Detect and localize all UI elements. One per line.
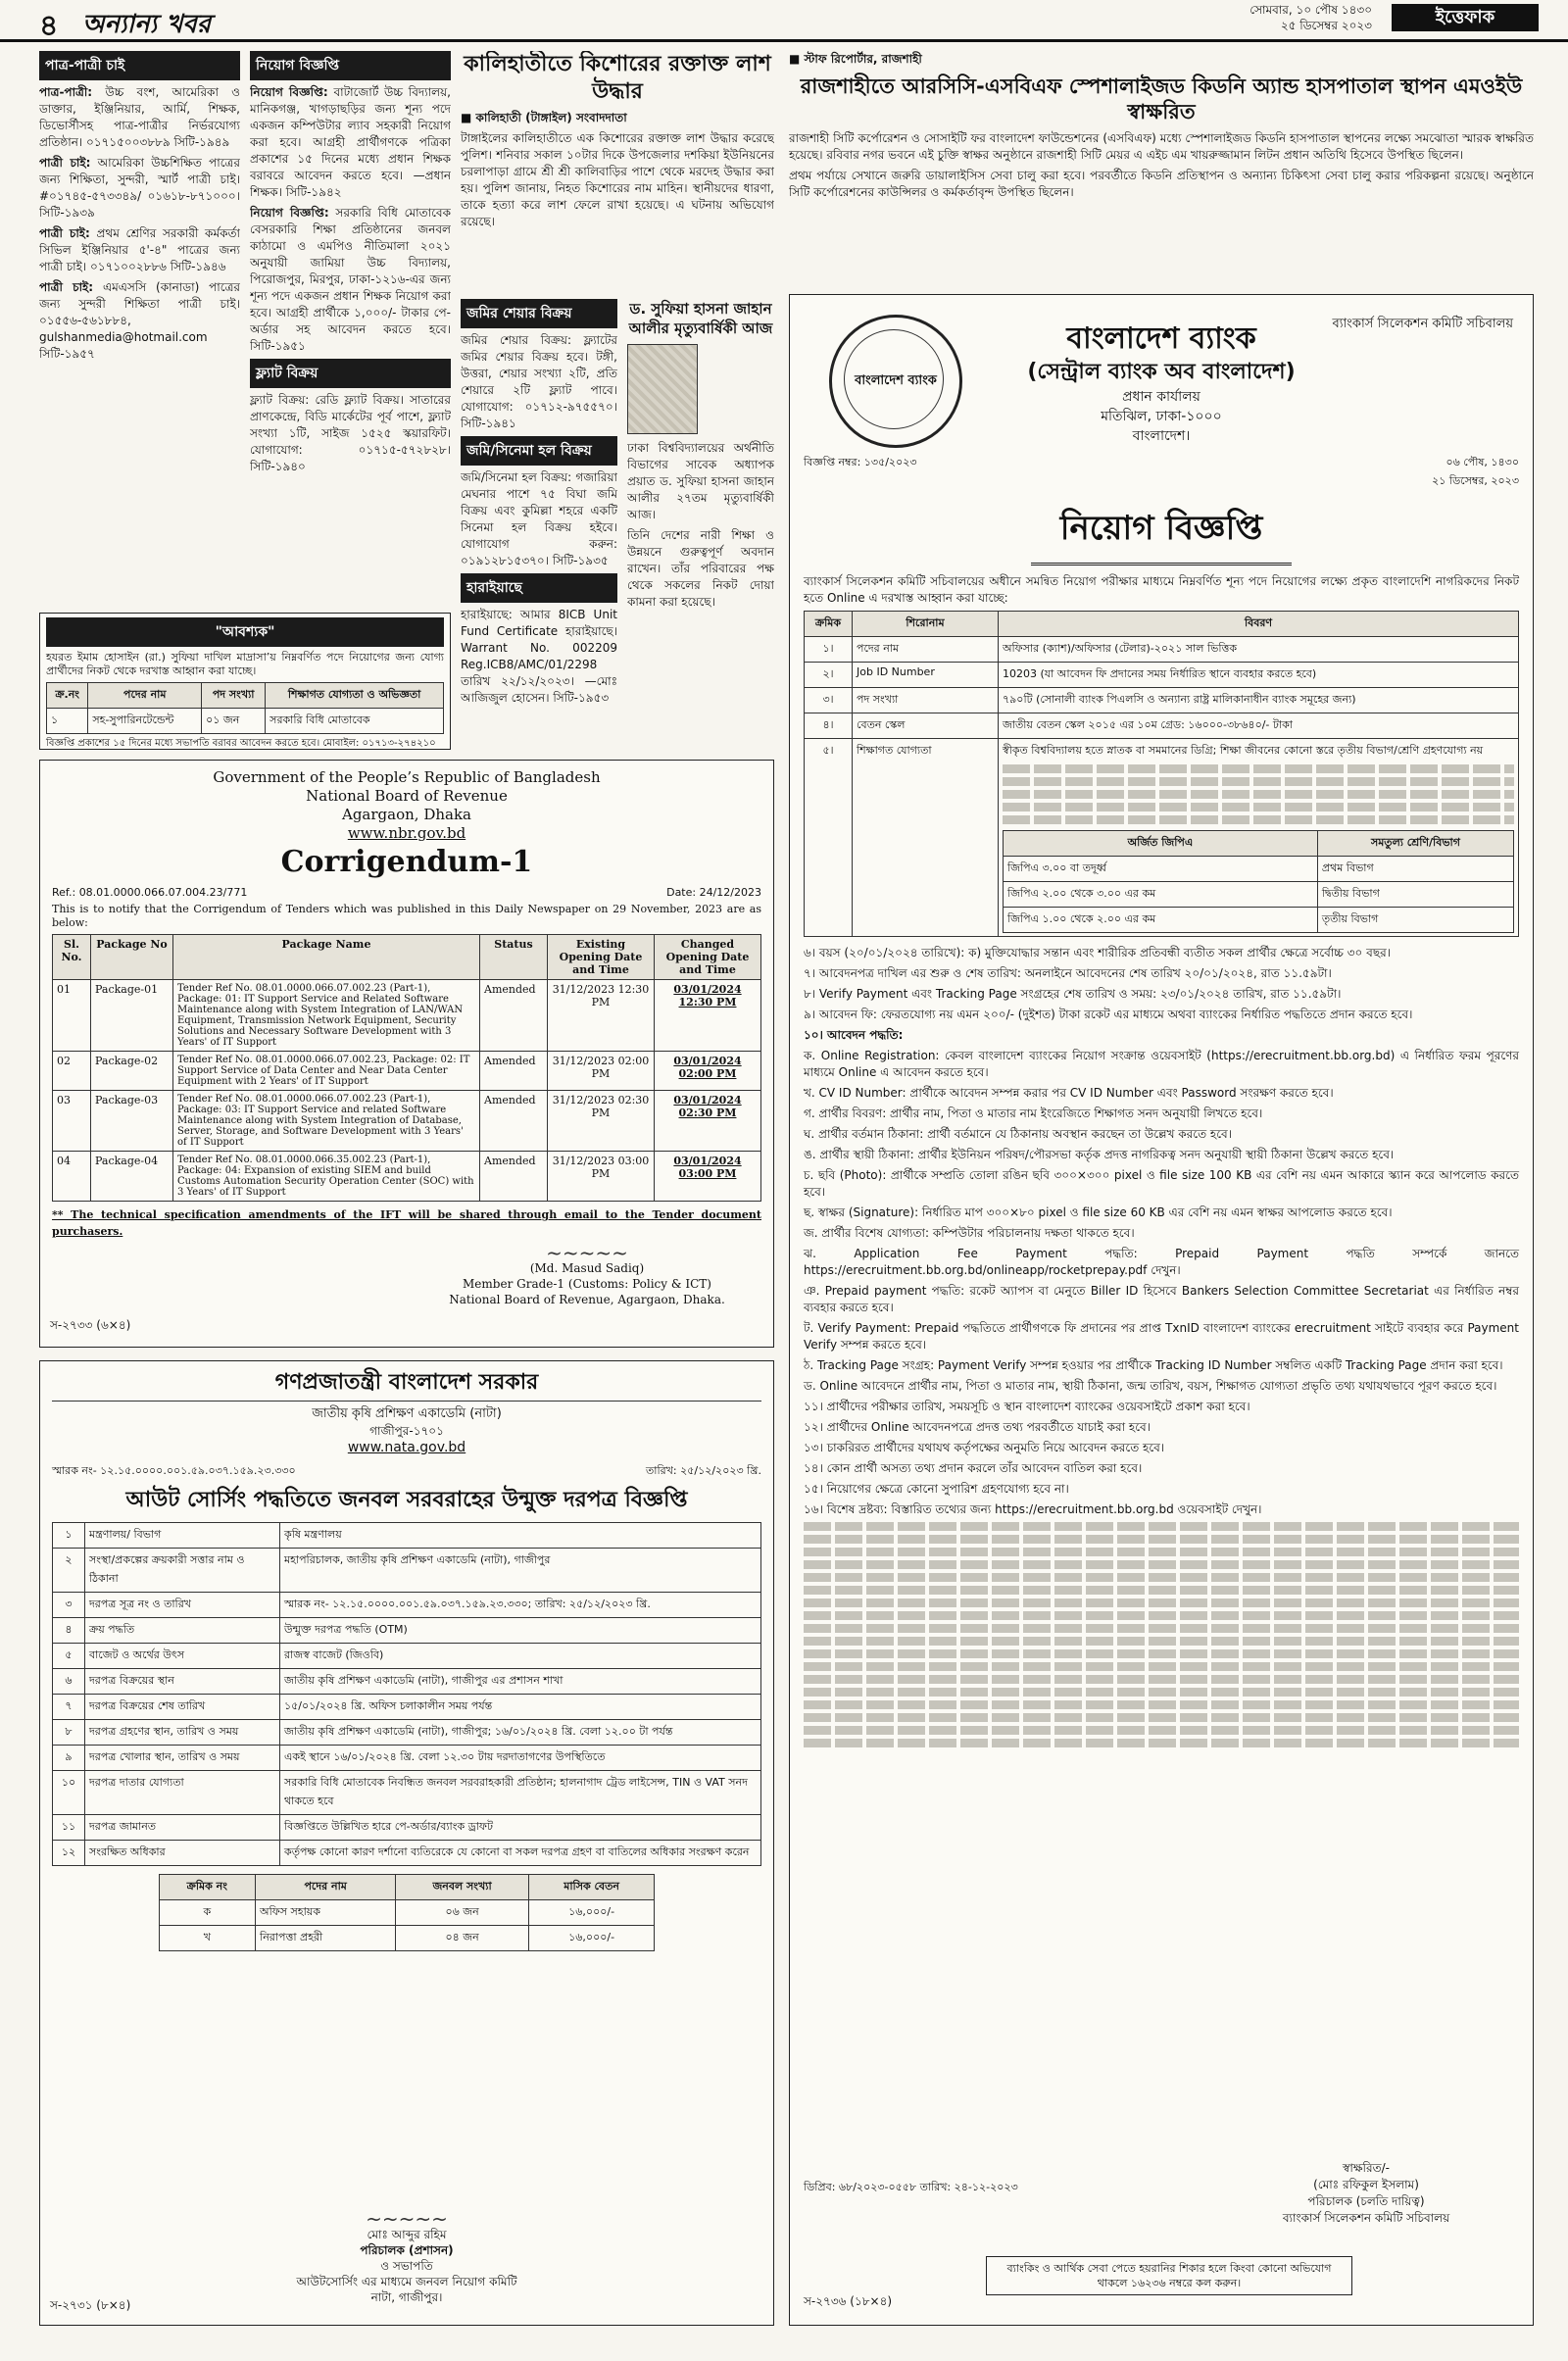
bb-subtitle: (সেন্ট্রাল ব্যাংক অব বাংলাদেশ) xyxy=(1027,360,1296,384)
nata-date: তারিখ: ২৫/১২/২০২৩ খ্রি. xyxy=(646,1464,761,1477)
rajshahi-body-2: প্রথম পর্যায়ে সেখানে জরুরি ডায়ালাইসিস সেবা চালু করা হবে। পরবর্তীতে কিডনি প্রতিস্থাপন ও অন্যান্য চিকিৎসা সেবা চালু করার পরিকল্পনা রয়েছে। অনুষ্ঠানে সিটি কর্পোরেশনের কাউন্সিলর ও কর্মকর্তাবৃন্দ উপস্থিত ছিলেন। xyxy=(789,169,1534,199)
table-row: খ নিরাপত্তা প্রহরী ০৪ জন ১৬,০০০/- xyxy=(159,1926,655,1951)
list-item: ট. Verify Payment: Prepaid পদ্ধতিতে প্রার্থীগণকে ফি প্রদানের পর প্রাপ্ত TxnID বাংলাদেশ ব্যাংকের erecruitment সাইটে ব্যবহার করে Payment Verify সম্পন্ন করতে হবে। xyxy=(804,1321,1519,1352)
classified-item: জমির শেয়ার বিক্রয়: ফ্ল্যাটের জমির শেয়ার বিক্রয় হবে। টঙ্গী, উত্তরা, শেয়ার সংখ্যা ২টি, প্রতি শেয়ারে ২টি ফ্ল্যাট পাবে। যোগাযোগ: ০১৭১২-৯৭৫৫৭০। সিটি-১৯৪১ xyxy=(461,333,617,430)
table-row: 03 Package-03 Tender Ref No. 08.01.0000.066.07.002.23 (Part-1), Package: 03: IT Support Service and related Software Maintenance along with System Integration of Database, Server, Storage, and Software Development with 3 Years' of IT Support Amended 31/12/2023 02:30 PM 03/01/2024 02:30 PM xyxy=(53,1091,761,1152)
classified-item: পাত্রী চাই: আমেরিকা উচ্চশিক্ষিত পাত্রের জন্য শিক্ষিতা, সুন্দরী, স্মার্ট পাত্রী চাই। #০১৭৪৫-৫৭৩৩৪৯/ ০১৬১৮-৮৭১০০০। সিটি-১৯৩৯ xyxy=(39,156,240,220)
nata-sign-title-1: পরিচালক (প্রশাসন) xyxy=(360,2243,454,2257)
rajshahi-headline: রাজশাহীতে আরসিসি-এসবিএফ স্পেশালাইজড কিডনি অ্যান্ড হাসপাতাল স্থাপন এমওইউ স্বাক্ষরিত xyxy=(800,74,1523,123)
nata-place: গাজীপুর-১৭০১ xyxy=(369,1424,444,1438)
nbr-address: Agargaon, Dhaka xyxy=(342,806,471,823)
nata-table xyxy=(52,1522,761,1866)
recruitment-column xyxy=(250,51,451,649)
property-column xyxy=(461,299,617,745)
table-row: জিপিএ ৩.০০ বা তদূর্ধ্ব প্রথম বিভাগ xyxy=(1004,857,1514,882)
list-item: ১২। প্রার্থীদের Online আবেদনপত্রে প্রদত্ত তথ্য পরবর্তীতে যাচাই করা হবে। xyxy=(804,1420,1151,1434)
bangladesh-bank-notice xyxy=(789,294,1534,2326)
recruitment-heading: নিয়োগ বিজ্ঞপ্তি xyxy=(250,51,451,80)
list-item: ঘ. প্রার্থীর বর্তমান ঠিকানা: প্রার্থী বর্তমানে যে ঠিকানায় অবস্থান করছেন তা উল্লেখ করতে হবে। xyxy=(804,1127,1233,1141)
paper-logo: ইত্তেফাক xyxy=(1392,4,1539,31)
list-item: জ. প্রার্থীর বিশেষ যোগ্যতা: কম্পিউটার পরিচালনায় দক্ষতা থাকতে হবে। xyxy=(804,1226,1135,1240)
nbr-intro: This is to notify that the Corrigendum of Tenders which was published in this Daily Newspaper on 29 November, 2023 are as below: xyxy=(52,903,761,929)
list-item: ক. Online Registration: কেবল বাংলাদেশ ব্যাংকের নিয়োগ সংক্রান্ত ওয়েবসাইট (https://erecruitment.bb.org.bd) এ নির্ধারিত ফরম পূরণের মাধ্যমে Online এ আবেদন করতে হবে। xyxy=(804,1049,1519,1079)
classified-item: হারাইয়াছে: আমার 8ICB Unit Fund Certificate হারাইয়াছে। Warrant No. 002209 Reg.ICB8/AMC/01/2298 তারিখ ২২/১২/২০২৩। —মোঃ আজিজুল হোসেন। সিটি-১৯৫৩ xyxy=(461,608,617,705)
classified-item: পাত্রী চাই: প্রথম শ্রেণির সরকারী কর্মকর্তা সিভিল ইঞ্জিনিয়ার ৫'-৪" পাত্রের জন্য পাত্রী চাই। ০১৭১০০২৮৮৬ সিটি-১৯৪৬ xyxy=(39,226,240,273)
list-item: ১০। আবেদন পদ্ধতি: xyxy=(804,1028,904,1042)
table-row: জিপিএ ২.০০ থেকে ৩.০০ এর কম দ্বিতীয় বিভাগ xyxy=(1004,882,1514,908)
table-row: ১২ সংরক্ষিত অধিকার কর্তৃপক্ষ কোনো কারণ দর্শানো ব্যতিরেকে যে কোনো বা সকল দরপত্র গ্রহণ বা বাতিলের অধিকার সংরক্ষণ করেন xyxy=(53,1841,761,1866)
table-row: 02 Package-02 Tender Ref No. 08.01.0000.066.07.002.23, Package: 02: IT Support Service of Data Center and Near Data Center Equipment with 2 Years' of IT Support Amended 31/12/2023 02:00 PM 03/01/2024 02:00 PM xyxy=(53,1052,761,1091)
table-row: ১ মন্ত্রণালয়/ বিভাগ কৃষি মন্ত্রণালয় xyxy=(53,1523,761,1549)
table-row: ৩ দরপত্র সূত্র নং ও তারিখ স্মারক নং- ১২.১৫.০০০০.০০১.৫৯.০৩৭.১৫৯.২৩.৩৩০; তারিখ: ২৫/১২/২০২৩ খ্রি. xyxy=(53,1593,761,1618)
bb-table: ক্রমিক শিরোনাম বিবরণ ১। পদের নাম অফিসার (ক্যাশ)/অফিসার (টেলার)-২০২১ সাল ভিত্তিক ২। Job ID Number 10203 (যা আবেদন ফি প্রদানের সময় নির্ধারিত স্থানে ব্যবহার করতে হবে) ৩। পদ সংখ্যা ৭৯০টি (সোনালী ব্যাংক পিএলসি ও অন্যান্য রাষ্ট্র মালিকানাধীন ব্যাংক সমূহের জন্য) ৪। বেতন স্কেল জাতীয় বেতন স্কেল ২০১৫ এর ১০ম গ্রেড: ১৬০০০-৩৮৬৪০/- টাকা ৫। শিক্ষাগত যোগ্যতা স্বীকৃত বিশ্ববিদ্যালয় হতে স্নাতক বা সমমানের ডিগ্রি; শিক্ষা জীবনের কোনো স্তরে তৃতীয় বিভাগ/শ্রেণি গ্রহণযোগ্য নয় অর্জিত জিপিএ সমতুল্য শ্রেণি/বিভাগ জিপিএ ৩.০০ বা তদূর্ধ্ব প্রথম বিভাগ জিপিএ ২.০০ থেকে ৩.০০ এর কম দ্বিতীয় বিভাগ জিপিএ ১.০০ থেকে ২.০০ এর কম তৃতীয় বিভাগ xyxy=(804,611,1519,937)
nbr-signature-block xyxy=(440,1241,734,1307)
urgent-table: ক্র.নং পদের নাম পদ সংখ্যা শিক্ষাগত যোগ্যতা ও অভিজ্ঞতা ১ সহ-সুপারিনটেন্ডেন্ট ০১ জন সরকারি বিধি মোতাবেক xyxy=(46,682,444,734)
matrimony-heading: পাত্র-পাত্রী চাই xyxy=(39,51,240,80)
date-english: ২৫ ডিসেম্বর ২০২৩ xyxy=(1280,19,1372,32)
nata-website: www.nata.gov.bd xyxy=(347,1440,466,1455)
list-item: ড. Online আবেদনে প্রার্থীর নাম, পিতা ও মাতার নাম, স্থায়ী ঠিকানা, জন্ম তারিখ, বয়স, শিক্ষাগত যোগ্যতা প্রভৃতি তথ্য যথাযথভাবে পূরণ করতে হবে। xyxy=(804,1379,1497,1393)
kishore-body: টাঙ্গাইলের কালিহাতীতে এক কিশোরের রক্তাক্ত লাশ উদ্ধার করেছে পুলিশ। শনিবার সকাল ১০টার দিকে উপজেলার দশকিয়া ইউনিয়নের চরলাপাড়া গ্রামে শ্রী শ্রী কালিবাড়ির পাশে থেকে মরদেহ উদ্ধার করা হয়। পুলিশ জানায়, নিহত কিশোরের নাম মাহিন। স্থানীয়দের ধারণা, তাকে হত্যা করে লাশ ফেলে রাখা হয়েছে। এ ঘটনায় অভিযোগ রয়েছে। xyxy=(461,131,774,228)
signature-mark: ~~~~~ xyxy=(546,1241,628,1264)
list-item: গ. প্রার্থীর বিবরণ: প্রার্থীর নাম, পিতা ও মাতার নাম ইংরেজিতে শিক্ষাগত সনদ অনুযায়ী লিখতে হবে। xyxy=(804,1107,1263,1120)
table-row: 04 Package-04 Tender Ref No. 08.01.0000.066.35.002.23 (Part-1), Package: 04: Expansion of existing SIEM and build Customs Automation Security Operation Center (SOC) with 3 Years' of IT Support Amended 31/12/2023 03:00 PM 03/01/2024 03:00 PM xyxy=(53,1152,761,1202)
classified-item: পাত্রী চাই: এমএসসি (কানাডা) পাত্রের জন্য সুন্দরী শিক্ষিতা পাত্রী চাই। ০১৫৫৬-৫৬১৮৮৪, gulshanmedia@hotmail.com সিটি-১৯৫৭ xyxy=(39,280,240,361)
section-title: অন্যান্য খবর xyxy=(82,10,212,39)
nata-org: জাতীয় কৃষি প্রশিক্ষণ একাডেমি (নাটা) xyxy=(312,1406,502,1421)
list-item: ছ. স্বাক্ষর (Signature): নির্ধারিত মাপ ৩০০×৮০ pixel ও file size 60 KB এর বেশি নয় এমন স্বাক্ষর আপলোড করতে হবে। xyxy=(804,1205,1393,1219)
list-item: ঙ. প্রার্থীর স্থায়ী ঠিকানা: প্রার্থীর ইউনিয়ন পরিষদ/পৌরসভা কর্তৃক প্রদত্ত নাগরিকত্ব সনদ অনুযায়ী স্থায়ী ঠিকানা উল্লেখ করতে হবে। xyxy=(804,1148,1395,1161)
table-row: ৪। বেতন স্কেল জাতীয় বেতন স্কেল ২০১৫ এর ১০ম গ্রেড: ১৬০০০-৩৮৬৪০/- টাকা xyxy=(805,713,1519,739)
nata-memo: স্মারক নং- ১২.১৫.০০০০.০০১.৫৯.০৩৭.১৫৯.২৩.৩৩০ xyxy=(52,1464,296,1477)
bb-office: প্রধান কার্যালয় xyxy=(1122,389,1200,405)
obituary-text-1: ঢাকা বিশ্ববিদ্যালয়ের অর্থনীতি বিভাগের সাবেক অধ্যাপক প্রয়াত ড. সুফিয়া হাসনা জাহান আলীর ২৭তম মৃত্যুবার্ষিকী আজ। xyxy=(627,441,774,521)
nata-sign-title-4: নাটা, গাজীপুর। xyxy=(370,2290,443,2304)
obituary-photo xyxy=(627,344,698,434)
bb-intro: ব্যাংকার্স সিলেকশন কমিটি সচিবালয়ের অধীনে সমন্বিত নিয়োগ পরীক্ষার মাধ্যমে নিম্নবর্ণিত শূন্য পদে নিয়োগের লক্ষ্যে প্রকৃত বাংলাদেশি নাগরিকদের নিকট হতে Online এ দরখাস্ত আহ্বান করা যাচ্ছে: xyxy=(804,574,1519,605)
nbr-note: ** The technical specification amendments of the IFT will be shared through email to the Tender document purchasers. xyxy=(52,1208,761,1238)
list-item: ১১। প্রার্থীদের পরীক্ষার তারিখ, সময়সূচি ও স্থান বাংলাদেশ ব্যাংকের ওয়েবসাইটে প্রকাশ করা হবে। xyxy=(804,1400,1250,1413)
table-row: ৫ বাজেট ও অর্থের উৎস রাজস্ব বাজেট (জিওবি) xyxy=(53,1644,761,1669)
urgent-footer: বিজ্ঞপ্তি প্রকাশের ১৫ দিনের মধ্যে সভাপতি বরাবর আবেদন করতে হবে। মোবাইল: ০১৭১৩-২৭৪২১০ xyxy=(46,738,436,749)
nbr-table: Sl. No. Package No Package Name Status Existing Opening Date and Time Changed Opening Date and Time 01 Package-01 Tender Ref No. 08.01.0000.066.07.002.23 (Part-1), Package: 01: IT Support Service and Related Software Maintenance along with System Integration of LAN/WAN Equipment, Transmission Network Equipment, Security Solutions and Necessary Software Development with 3 Years' of IT Support Amended 31/12/2023 12:30 PM 03/01/2024 12:30 PM 02 Package-02 Tender Ref No. 08.01.0000.066.07.002.23, Package: 02: IT Support Service of Data Center and Near Data Center Equipment with 2 Years' of IT Support Amended 31/12/2023 02:00 PM 03/01/2024 02:00 PM 03 Package-03 Tender Ref No. 08.01.0000.066.07.002.23 (Part-1), Package: 03: IT Support Service and related Software Maintenance along with System Integration of Database, Server, Storage, and Software Development with 3 Years' of IT Support Amended 31/12/2023 02:30 PM 03/01/2024 02:30 PM 04 Package-04 Tender Ref No. 08.01.0000.066.35.002.23 (Part-1), Package: 04: Expansion of existing SIEM and build Customs Automation Security Operation Center (SOC) with 3 Years' of IT Support Amended 31/12/2023 03:00 PM 03/01/2024 03:00 PM xyxy=(52,934,761,1202)
classified-item: ফ্ল্যাট বিক্রয়: রেডি ফ্ল্যাট বিক্রয়। সাতারের প্রাণকেন্দ্রে, বিডি মার্কেটের পূর্ব পাশে, ফ্ল্যাট সংখ্যা ১টি, সাইজ ১৫২৫ স্কয়ারফিট। যোগাযোগ: ০১৭১৫-৫৭২৮২৮। সিটি-১৯৪০ xyxy=(250,393,451,473)
nbr-date: Date: 24/12/2023 xyxy=(666,886,761,899)
bb-date-1: ০৬ পৌষ, ১৪৩০ xyxy=(1446,456,1519,468)
bb-helpline: ব্যাংকিং ও আর্থিক সেবা পেতে হয়রানির শিকার হলে কিংবা কোনো অভিযোগ থাকলে ১৬২৩৬ নম্বরে কল করুন। xyxy=(986,2256,1352,2295)
nata-signature-block xyxy=(40,2207,773,2305)
obituary-title: ড. সুফিয়া হাসনা জাহান আলীর মৃত্যুবার্ষিকী আজ xyxy=(628,300,773,337)
list-item: চ. ছবি (Photo): প্রার্থীকে সম্প্রতি তোলা রঙিন ছবি ৩০০×৩০০ pixel ও file size 100 KB এর বেশি নয় এমন আকারে স্ক্যান করে আপলোড করতে হবে। xyxy=(804,1168,1519,1199)
signature-mark: ~~~~~ xyxy=(366,2207,448,2231)
matrimony-column xyxy=(39,51,240,600)
table-row: ৬ দরপত্র বিক্রয়ের স্থান জাতীয় কৃষি প্রশিক্ষণ একাডেমি (নাটা), গাজীপুর এর প্রশাসন শাখা xyxy=(53,1669,761,1695)
nata-government: গণপ্রজাতন্ত্রী বাংলাদেশ সরকার xyxy=(52,1369,761,1402)
table-row: ক অফিস সহায়ক ০৬ জন ১৬,০০০/- xyxy=(159,1900,655,1926)
list-item: ১৪। কোন প্রার্থী অসত্য তথ্য প্রদান করলে তাঁর আবেদন বাতিল করা হবে। xyxy=(804,1461,1143,1475)
dateline xyxy=(1250,2,1372,33)
table-row: ৯ দরপত্র খোলার স্থান, তারিখ ও সময় একই স্থানে ১৬/০১/২০২৪ খ্রি. বেলা ১২.৩০ টায় দরদাতাগণের উপস্থিতিতে xyxy=(53,1746,761,1771)
nbr-board: National Board of Revenue xyxy=(306,787,508,805)
nbr-title: Corrigendum-1 xyxy=(280,845,533,879)
table-row: ১ সহ-সুপারিনটেন্ডেন্ট ০১ জন সরকারি বিধি মোতাবেক xyxy=(47,709,444,734)
lost-heading: হারাইয়াছে xyxy=(461,573,617,603)
list-item: ঝ. Application Fee Payment পদ্ধতি: Prepaid Payment পদ্ধতি সম্পর্কে জানতে https://erecruitment.bb.org.bd/onlineapp/rocketprepay.pdf দেখুন। xyxy=(804,1247,1519,1277)
nbr-corrigendum xyxy=(39,760,774,1348)
classified-item: পাত্র-পাত্রী: উচ্চ বংশ, আমেরিকা ও ডাক্তার, ইঞ্জিনিয়ার, আর্মি, শিক্ষক, ডিভোর্সীসহ পাত্র-পাত্রীর নির্ভরযোগ্য প্রতিষ্ঠান। ০১৭১৫০০৩৮৮৯ সিটি-১৯৪৯ xyxy=(39,85,240,149)
land-hall-heading: জমি/সিনেমা হল বিক্রয় xyxy=(461,436,617,466)
nata-tender xyxy=(39,1360,774,2326)
bb-points xyxy=(804,945,1519,1518)
list-item: ৯। আবেদন ফি: ফেরতযোগ্য নয় এমন ২০০/- (দুইশত) টাকা রকেট এর মাধ্যমে অথবা ব্যাংকের নির্ধারিত পদ্ধতিতে প্রদান করতে হবে। xyxy=(804,1008,1413,1021)
obituary xyxy=(627,299,774,745)
bb-name: বাংলাদেশ ব্যাংক xyxy=(1066,321,1256,356)
table-row: 01 Package-01 Tender Ref No. 08.01.0000.066.07.002.23 (Part-1), Package: 01: IT Support Service and Related Software Maintenance along with System Integration of LAN/WAN Equipment, Transmission Network Equipment, Security Solutions and Necessary Software Development with 3 Years' of IT Support Amended 31/12/2023 12:30 PM 03/01/2024 12:30 PM xyxy=(53,980,761,1052)
nbr-website: www.nbr.gov.bd xyxy=(347,824,466,842)
nbr-sign-title: Member Grade-1 (Customs: Policy & ICT) xyxy=(463,1277,711,1291)
obituary-text-2: তিনি দেশের নারী শিক্ষা ও উন্নয়নে গুরুত্বপূর্ণ অবদান রাখেন। তাঁর পরিবারের পক্ষ থেকে সকলের নিকট দোয়া কামনা করা হয়েছে। xyxy=(627,528,774,609)
kishore-headline: কালিহাতীতে কিশোরের রক্তাক্ত লাশ উদ্ধার xyxy=(464,52,771,104)
bb-footer-note: ডিপ্রিব: ৬৮/২০২৩-০৫৫৮ তারিখ: ২৪-১২-২০২৩ xyxy=(804,2181,1018,2193)
page-header xyxy=(0,0,1568,42)
land-sale-heading: জমির শেয়ার বিক্রয় xyxy=(461,299,617,328)
nbr-sign-name: (Md. Masud Sadiq) xyxy=(529,1261,645,1275)
bb-sign-title: পরিচালক (চলতি দায়িত্ব) xyxy=(1307,2194,1425,2208)
bb-grade-table: অর্জিত জিপিএ সমতুল্য শ্রেণি/বিভাগ জিপিএ ৩.০০ বা তদূর্ধ্ব প্রথম বিভাগ জিপিএ ২.০০ থেকে ৩.০০ এর কম দ্বিতীয় বিভাগ জিপিএ ১.০০ থেকে ২.০০ এর কম তৃতীয় বিভাগ xyxy=(1003,830,1514,933)
kishore-news xyxy=(461,51,774,286)
table-row: ২। Job ID Number 10203 (যা আবেদন ফি প্রদানের সময় নির্ধারিত স্থানে ব্যবহার করতে হবে) xyxy=(805,663,1519,688)
bb-secretariat: ব্যাংকার্স সিলেকশন কমিটি সচিবালয় xyxy=(1332,317,1513,331)
urgent-notice xyxy=(39,613,451,750)
rajshahi-byline: ■ স্টাফ রিপোর্টার, রাজশাহী xyxy=(789,52,922,66)
table-row: ২ সংস্থা/প্রকল্পের ক্রয়কারী সত্তার নাম ও ঠিকানা মহাপরিচালক, জাতীয় কৃষি প্রশিক্ষণ একাডেমি (নাটা), গাজীপুর xyxy=(53,1549,761,1593)
kishore-byline: ■ কালিহাতী (টাঙ্গাইল) সংবাদদাতা xyxy=(461,111,627,124)
table-row: ৭ দরপত্র বিক্রয়ের শেষ তারিখ ১৫/০১/২০২৪ খ্রি. অফিস চলাকালীন সময় পর্যন্ত xyxy=(53,1695,761,1720)
list-item: খ. CV ID Number: প্রার্থীকে আবেদন সম্পন্ন করার পর CV ID Number এবং Password সংরক্ষণ করতে হবে। xyxy=(804,1086,1334,1100)
fine-print xyxy=(804,1522,1519,1747)
list-item: ১৬। বিশেষ দ্রষ্টব্য: বিস্তারিত তথ্যের জন্য https://erecruitment.bb.org.bd ওয়েবসাইট দেখুন। xyxy=(804,1502,1262,1516)
nbr-government: Government of the People’s Republic of Bangladesh xyxy=(213,768,601,786)
bb-code: স-২৭৩৬ (১৮×৪) xyxy=(804,2294,893,2308)
nbr-ref: Ref.: 08.01.0000.066.07.004.23/771 xyxy=(52,886,248,899)
list-item: ঞ. Prepaid payment পদ্ধতি: রকেট অ্যাপস বা মেনুতে Biller ID হিসেবে Bankers Selection Committee Secretariat এর নির্ধারিত নম্বর ব্যবহার করতে হবে। xyxy=(804,1284,1519,1314)
bb-title: নিয়োগ বিজ্ঞপ্তি xyxy=(1031,499,1293,566)
nbr-code: স-২৭৩৩ (৬×৪) xyxy=(50,1318,131,1332)
table-row: ১১ দরপত্র জামানত বিজ্ঞপ্তিতে উল্লিখিত হারে পে-অর্ডার/ব্যাংক ড্রাফট xyxy=(53,1815,761,1841)
table-row: ৩। পদ সংখ্যা ৭৯০টি (সোনালী ব্যাংক পিএলসি ও অন্যান্য রাষ্ট্র মালিকানাধীন ব্যাংক সমূহের জন্য) xyxy=(805,688,1519,713)
classified-item: নিয়োগ বিজ্ঞপ্তি: বাটাজোর্ট উচ্চ বিদ্যালয়, মানিকগঞ্জ, খাগড়াছড়ির জন্য শূন্য পদে একজন কম্পিউটার ল্যাব সহকারী নিয়োগ করা হবে। আগ্রহী প্রার্থীগণকে পত্রিকা প্রকাশের ১৫ দিনের মধ্যে প্রধান শিক্ষক বরাবরে আবেদন করতে হবে। —প্রধান শিক্ষক। সিটি-১৯৪২ xyxy=(250,85,451,199)
table-row: ৫। শিক্ষাগত যোগ্যতা স্বীকৃত বিশ্ববিদ্যালয় হতে স্নাতক বা সমমানের ডিগ্রি; শিক্ষা জীবনের কোনো স্তরে তৃতীয় বিভাগ/শ্রেণি গ্রহণযোগ্য নয় অর্জিত জিপিএ সমতুল্য শ্রেণি/বিভাগ জিপিএ ৩.০০ বা তদূর্ধ্ব প্রথম বিভাগ জিপিএ ২.০০ থেকে ৩.০০ এর কম দ্বিতীয় বিভাগ জিপিএ ১.০০ থেকে ২.০০ এর কম তৃতীয় বিভাগ xyxy=(805,739,1519,937)
list-item: ৮। Verify Payment এবং Tracking Page সংগ্রহের শেষ তারিখ ও সময়: ২৩/০১/২০২৪ তারিখ, রাত ১১.৫৯টা। xyxy=(804,987,1342,1001)
nata-sign-title-2: ও সভাপতি xyxy=(380,2259,433,2273)
date-bengali: সোমবার, ১০ পৌষ ১৪৩০ xyxy=(1250,3,1372,17)
classified-item: নিয়োগ বিজ্ঞপ্তি: সরকারি বিধি মোতাবেক বেসরকারি শিক্ষা প্রতিষ্ঠানের জনবল কাঠামো ও এমপিও নীতিমালা ২০২১ অনুযায়ী জামিয়া উচ্চ বিদ্যালয়, পিরোজপুর, মিরপুর, ঢাকা-১২১৬-এর জন্য শূন্য পদে একজন প্রধান শিক্ষক নিয়োগ করা হবে। আগ্রহী প্রার্থীকে ১,০০০/- টাকার পে-অর্ডার সহ আবেদন করতে হবে। সিটি-১৯৫১ xyxy=(250,206,451,353)
bank-seal: বাংলাদেশ ব্যাংক xyxy=(829,315,962,448)
table-row: ১। পদের নাম অফিসার (ক্যাশ)/অফিসার (টেলার)-২০২১ সাল ভিত্তিক xyxy=(805,637,1519,663)
rajshahi-body-1: রাজশাহী সিটি কর্পোরেশন ও সোসাইটি ফর বাংলাদেশ ফাউন্ডেশনের (এসবিএফ) মধ্যে স্পেশালাইজড কিডনি হাসপাতাল স্থাপনের লক্ষ্যে সমঝোতা স্মারক স্বাক্ষরিত হয়েছে। রবিবার নগর ভবনে এই চুক্তি স্বাক্ষর অনুষ্ঠানে রাজশাহী সিটি মেয়র এ এইচ এম খায়রুজ্জামান লিটন প্রধান অতিথি হিসেবে উপস্থিত ছিলেন। xyxy=(789,131,1534,162)
bb-sign-name: (মোঃ রফিকুল ইসলাম) xyxy=(1313,2178,1419,2191)
table-row: ৮ দরপত্র গ্রহণের স্থান, তারিখ ও সময় জাতীয় কৃষি প্রশিক্ষণ একাডেমি (নাটা), গাজীপুর; ১৬/০১/২০২৪ খ্রি. বেলা ১২.০০ টা পর্যন্ত xyxy=(53,1720,761,1746)
bb-sign-dept: ব্যাংকার্স সিলেকশন কমিটি সচিবালয় xyxy=(1282,2211,1450,2225)
bb-memo: বিজ্ঞপ্তি নম্বর: ১৩৫/২০২৩ xyxy=(804,456,917,468)
list-item: ১৩। চাকরিরত প্রার্থীদের যথাযথ কর্তৃপক্ষের অনুমতি নিয়ে আবেদন করতে হবে। xyxy=(804,1441,1165,1454)
bb-date-2: ২১ ডিসেম্বর, ২০২৩ xyxy=(1432,474,1519,487)
nata-sign-title-3: আউটসোর্সিং এর মাধ্যমে জনবল নিয়োগ কমিটি xyxy=(296,2275,517,2288)
list-item: ১৫। নিয়োগের ক্ষেত্রে কোনো সুপারিশ গ্রহণযোগ্য হবে না। xyxy=(804,1482,1069,1496)
nata-title: আউট সোর্সিং পদ্ধতিতে জনবল সরবরাহের উন্মুক্ত দরপত্র বিজ্ঞপ্তি xyxy=(125,1488,688,1512)
nbr-sign-address: National Board of Revenue, Agargaon, Dhaka. xyxy=(449,1293,725,1306)
bb-signature-block xyxy=(1239,2160,1494,2227)
list-item: ৬। বয়স (২০/০১/২০২৪ তারিখে): ক) মুক্তিযোদ্ধার সন্তান এবং শারীরিক প্রতিবন্ধী ব্যতীত সকল প্রার্থীর ক্ষেত্রে সর্বোচ্চ ৩০ বছর। xyxy=(804,946,1392,959)
bb-city: মতিঝিল, ঢাকা-১০০০ xyxy=(1101,409,1222,424)
table-row: জিপিএ ১.০০ থেকে ২.০০ এর কম তৃতীয় বিভাগ xyxy=(1004,908,1514,933)
nata-posts-table: ক্রমিক নং পদের নাম জনবল সংখ্যা মাসিক বেতন ক অফিস সহায়ক ০৬ জন ১৬,০০০/- খ নিরাপত্তা প্রহরী ০৪ জন ১৬,০০০/- xyxy=(159,1874,656,1951)
urgent-text: হযরত ইমাম হোসাইন (রা.) সুফিয়া দাখিল মাদ্রাসা’য় নিম্নবর্ণিত পদে নিয়োগের জন্য যোগ্য প্রার্থীদের নিকট থেকে দরখাস্ত আহ্বান করা যাচ্ছে। xyxy=(46,651,444,677)
rajshahi-hospital-news xyxy=(789,51,1534,286)
page-number: ৪ xyxy=(39,9,59,43)
urgent-heading: "আবশ্যক" xyxy=(46,617,444,647)
bb-country: বাংলাদেশ। xyxy=(1132,428,1191,444)
nata-code: স-২৭৩১ (৮×৪) xyxy=(50,2298,131,2312)
classified-item: জমি/সিনেমা হল বিক্রয়: গজারিয়া মেঘনার পাশে ৭৫ বিঘা জমি বিক্রয় এবং কুমিল্লা শহরে একটি সিনেমা হল বিক্রয় হইবে। যোগাযোগ করুন: ০১৯১২৮১৫৩৭০। সিটি-১৯৩৫ xyxy=(461,470,617,567)
list-item: ঠ. Tracking Page সংগ্রহ: Payment Verify সম্পন্ন হওয়ার পর প্রার্থীকে Tracking ID Number সম্বলিত একটি Tracking Page প্রদান করা হবে। xyxy=(804,1358,1503,1372)
bb-sign-label: স্বাক্ষরিত/- xyxy=(1343,2161,1390,2175)
table-row: ৪ ক্রয় পদ্ধতি উন্মুক্ত দরপত্র পদ্ধতি (OTM) xyxy=(53,1618,761,1644)
table-row: ১০ দরপত্র দাতার যোগ্যতা সরকারি বিধি মোতাবেক নিবন্ধিত জনবল সরবরাহকারী প্রতিষ্ঠান; হালনাগাদ ট্রেড লাইসেন্স, TIN ও VAT সনদ থাকতে হবে xyxy=(53,1771,761,1815)
nata-sign-name: মোঃ আব্দুর রহিম xyxy=(367,2228,447,2241)
flat-sale-heading: ফ্ল্যাট বিক্রয় xyxy=(250,359,451,388)
list-item: ৭। আবেদনপত্র দাখিল এর শুরু ও শেষ তারিখ: অনলাইনে আবেদনের শেষ তারিখ ২০/০১/২০২৪, রাত ১১.৫৯টা। xyxy=(804,966,1332,980)
